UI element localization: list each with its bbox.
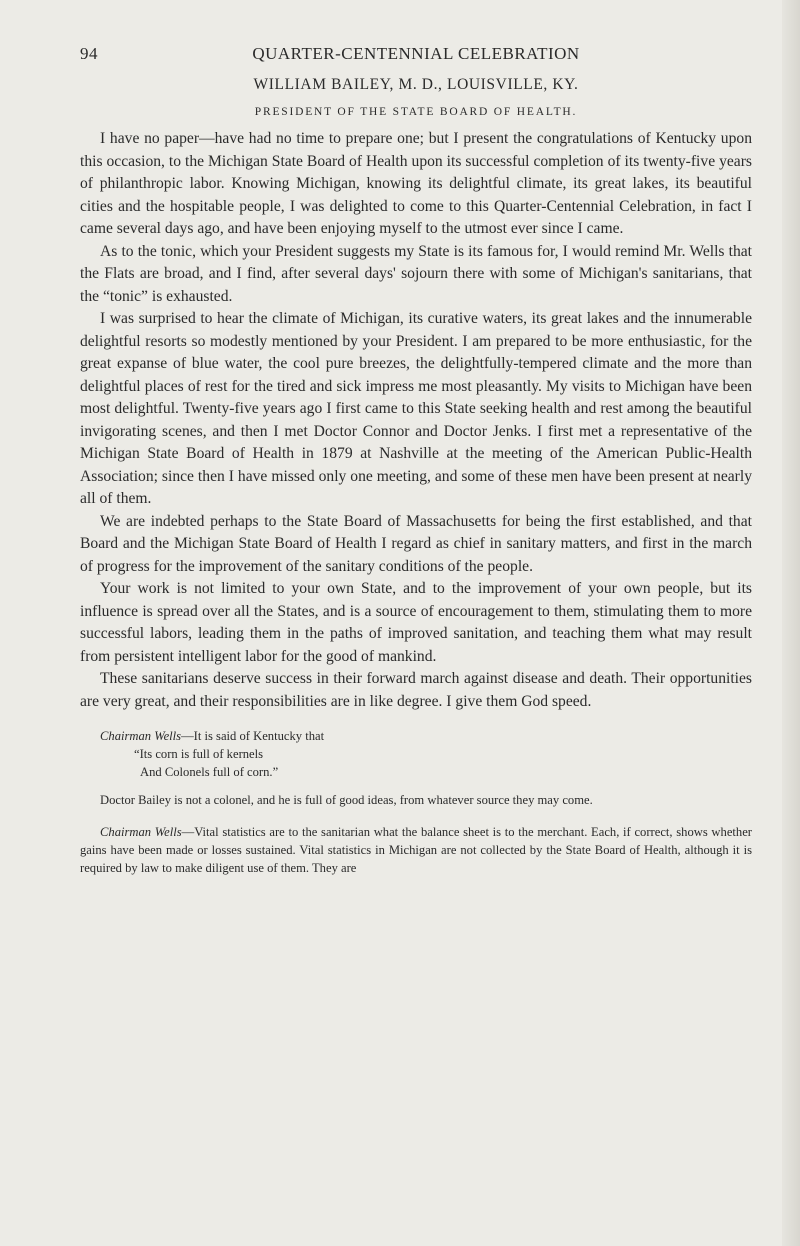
author-name: WILLIAM BAILEY, M. D., LOUISVILLE, KY. xyxy=(253,76,579,93)
speaker-name: Chairman Wells xyxy=(100,825,182,839)
running-head xyxy=(80,44,752,68)
running-title: QUARTER-CENTENNIAL CELEBRATION xyxy=(252,44,580,63)
remark-followup: Doctor Bailey is not a colonel, and he is full of good ideas, from whatever source they may come. xyxy=(100,793,593,807)
speech-paragraph: We are indebted perhaps to the State Board of Massachusetts for being the first established, and that Board and the Michigan State Board of Health I regard as chief in sanitary matters, and first in the march of progress for the improvement of the sanitary conditions of the people. xyxy=(80,512,752,575)
quote-line: And Colonels full of corn.” xyxy=(140,765,279,779)
speech-paragraph: I have no paper—have had no time to prepare one; but I present the congratulations of Kentucky upon this occasion, to the Michigan State Board of Health upon its successful completion of its twenty-five years of philanthropic labor. Knowing Michigan, knowing its delightful climate, its great lakes, its beautiful cities and the hospitable people, I was delighted to come to this Quarter-Centennial Celebration, in fact I came several days ago, and have been enjoying myself to the utmost ever since I came. xyxy=(80,130,752,237)
speech-paragraph: Your work is not limited to your own State, and to the improvement of your own people, but its influence is spread over all the States, and is a source of encouragement to them, stimulating them to more successful labors, leading them in the paths of improved sanitation, and teaching them what may result from persistent intelligent labor for the good of mankind. xyxy=(80,580,752,665)
chairman-remark xyxy=(80,823,752,877)
quote-line: “Its corn is full of kernels xyxy=(134,747,264,761)
author-title: PRESIDENT OF THE STATE BOARD OF HEALTH. xyxy=(254,106,578,118)
remark-text: —It is said of Kentucky that xyxy=(181,729,325,743)
speech-paragraph: I was surprised to hear the climate of Michigan, its curative waters, its great lakes and the innumerable delightful resorts so modestly mentioned by your President. I am prepared to be more enthusiastic, for the great expanse of blue water, the cool pure breezes, the delightfully-tempered climate and the more than delightful places of rest for the tired and sick impress me most pleasantly. My visits to Michigan have been most delightful. Twenty-five years ago I first came to this State seeking health and rest among the beautiful invigorating scenes, and then I met Doctor Connor and Doctor Jenks. I first met a representative of the Michigan State Board of Health in 1879 at Nashville at the meeting of the American Public-Health Association; since then I have missed only one meeting, and some of these men have been present at nearly all of them. xyxy=(80,310,752,507)
page-number: 94 xyxy=(80,44,98,63)
remark-text: —Vital statistics are to the sanitarian what the balance sheet is to the merchant. Each, if correct, shows whether gains have been made or losses sustained. Vital statistics in Michigan are not collected by the State Board of Health, although it is required by law to make diligent use of them. They are xyxy=(80,825,752,875)
chairman-remark xyxy=(80,727,752,745)
speech-paragraph: As to the tonic, which your President suggests my State is its famous for, I would remind Mr. Wells that the Flats are broad, and I find, after several days' sojourn there with some of Michigan's sanitarians, that the “tonic” is exhausted. xyxy=(80,242,752,305)
page-edge xyxy=(782,0,800,1246)
speech-paragraph: These sanitarians deserve success in their forward march against disease and death. Their opportunities are very great, and their responsibilities are in like degree. I give them God speed. xyxy=(80,670,752,710)
speaker-name: Chairman Wells xyxy=(100,729,182,743)
